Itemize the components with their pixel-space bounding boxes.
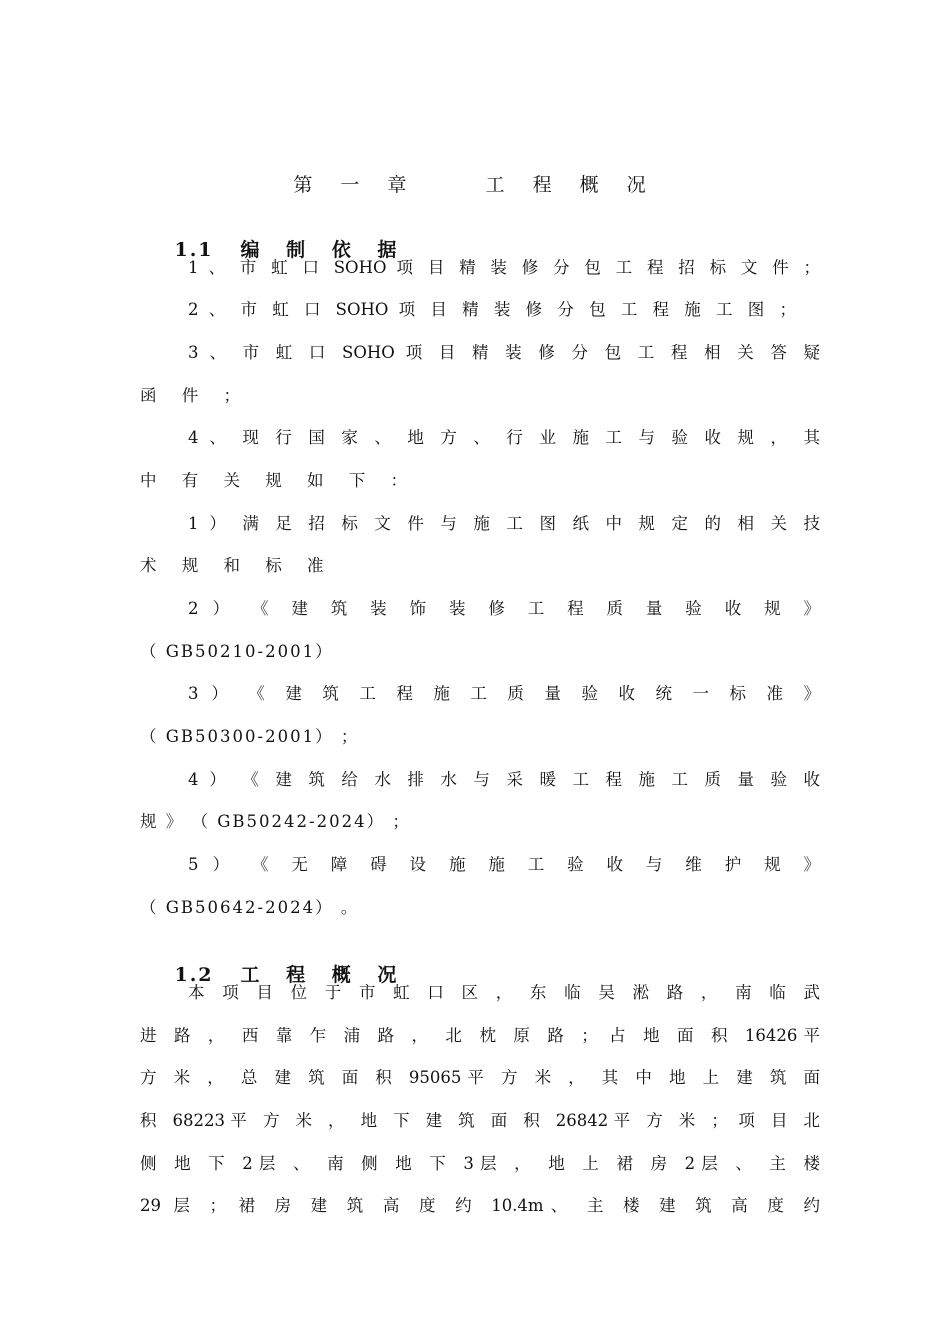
- chapter-title: 第 一 章 工 程 概 况: [293, 174, 657, 196]
- overview-line: 方 米 ， 总 建 筑 面 积 95065平 方 米 ， 其 中 地 上 建 筑 面: [140, 1068, 820, 1087]
- basis-line: （ GB50210-2001）: [140, 642, 334, 661]
- basis-line: 3 ） 《 建 筑 工 程 施 工 质 量 验 收 统 一 标 准 》: [188, 684, 820, 703]
- overview-line: 本 项 目 位 于 市 虹 口 区 ， 东 临 吴 淞 路 ， 南 临 武: [188, 983, 820, 1002]
- basis-line: 术 规 和 标 准: [140, 556, 334, 575]
- basis-line: （ GB50642-2024） 。: [140, 898, 360, 917]
- basis-line: 2 、 市 虹 口 SOHO 项 目 精 装 修 分 包 工 程 施 工 图 ；: [188, 300, 796, 319]
- basis-line: 1 、 市 虹 口 SOHO 项 目 精 装 修 分 包 工 程 招 标 文 件 ；: [188, 258, 820, 277]
- basis-line: 4 ） 《 建 筑 给 水 排 水 与 采 暖 工 程 施 工 质 量 验 收: [188, 770, 820, 789]
- basis-line: 5 ） 《 无 障 碍 设 施 施 工 验 收 与 维 护 规 》: [188, 855, 820, 874]
- section-number: 1.2: [174, 964, 214, 986]
- basis-line: 4 、 现 行 国 家 、 地 方 、 行 业 施 工 与 验 收 规 ， 其: [188, 428, 820, 447]
- section-number: 1.1: [174, 239, 214, 261]
- overview-line: 进 路 ， 西 靠 乍 浦 路 ， 北 枕 原 路 ； 占 地 面 积 16426平: [140, 1026, 820, 1045]
- basis-line: （ GB50300-2001） ；: [140, 727, 360, 746]
- basis-line: 2 ） 《 建 筑 装 饰 装 修 工 程 质 量 验 收 规 》: [188, 599, 820, 618]
- section-title: 编 制 依 据: [240, 239, 407, 261]
- basis-line: 1 ） 满 足 招 标 文 件 与 施 工 图 纸 中 规 定 的 相 关 技: [188, 514, 820, 533]
- overview-line: 侧 地 下 2层 、 南 侧 地 下 3层 ， 地 上 裙 房 2层 、 主 楼: [140, 1154, 820, 1173]
- section-title: 工 程 概 况: [240, 964, 407, 986]
- overview-line: 积 68223平 方 米 ， 地 下 建 筑 面 积 26842平 方 米 ； 项 目 北: [140, 1111, 820, 1130]
- basis-line: 中 有 关 规 如 下 ：: [140, 471, 417, 490]
- basis-line: 规 》 （ GB50242-2024） ；: [140, 812, 411, 831]
- basis-line: 3 、 市 虹 口 SOHO 项 目 精 装 修 分 包 工 程 相 关 答 疑: [188, 343, 820, 362]
- basis-line: 函 件 ；: [140, 386, 250, 405]
- overview-line: 29 层 ； 裙 房 建 筑 高 度 约 10.4m、 主 楼 建 筑 高 度 约: [140, 1196, 820, 1215]
